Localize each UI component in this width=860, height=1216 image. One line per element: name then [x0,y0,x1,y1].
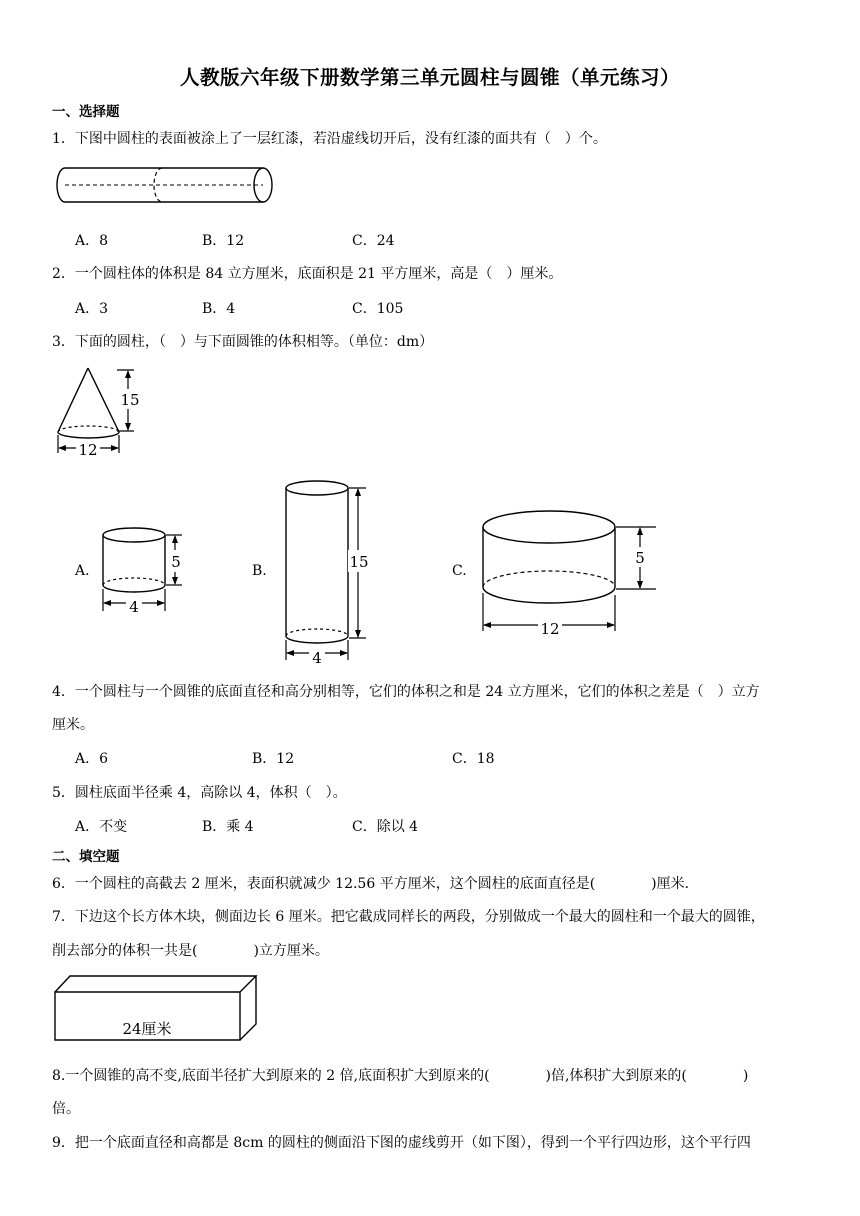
question-9-text: 9．把一个底面直径和高都是 8cm 的圆柱的侧面沿下图的虚线剪开（如下图），得到一个平行四边形，这个平行四 [52,1135,751,1151]
section-heading-fill: 二、填空题 [52,849,120,865]
q5-option-a: A．不变 [75,819,128,835]
q1-option-b: B．12 [202,233,245,249]
question-7-line-2: 削去部分的体积一共是( )立方厘米。 [52,943,329,959]
cone-diameter-label: 12 [78,441,98,459]
q5-option-c: C．除以 4 [352,819,419,835]
question-2-text: 2．一个圆柱体的体积是 84 立方厘米，底面积是 21 平方厘米，高是（ ）厘米。 [52,266,563,282]
question-4-line-2: 厘米。 [52,717,94,733]
cyl-c-height-label: 5 [635,549,645,567]
q4-option-c: C．18 [452,751,495,767]
cyl-a-diameter-label: 4 [129,598,139,616]
q3-cylinder-b-figure [282,478,372,668]
q2-option-a: A．3 [75,301,109,317]
cone-height-label: 15 [120,391,140,409]
q2-option-b: B．4 [202,301,236,317]
cyl-a-height-label: 5 [171,553,181,571]
q3-cylinder-c-figure [478,505,663,637]
question-4-line-1: 4．一个圆柱与一个圆锥的底面直径和高分别相等，它们的体积之和是 24 立方厘米，它们的体积之差是（ ）立方 [52,684,760,700]
cyl-c-diameter-label: 12 [540,620,560,638]
question-6-text: 6．一个圆柱的高截去 2 厘米，表面积就减少 12.56 平方厘米，这个圆柱的底面直径是( )厘米． [52,876,699,892]
q2-option-c: C．105 [352,301,404,317]
cuboid-length-label: 24厘米 [122,1020,172,1038]
section-heading-choice: 一、选择题 [52,104,120,120]
q5-option-b: B．乘 4 [202,819,254,835]
cyl-b-height-label: 15 [349,553,369,571]
q3-cylinder-a-figure [100,525,190,617]
cyl-b-diameter-label: 4 [312,649,322,667]
q4-option-b: B．12 [252,751,295,767]
q4-option-a: A．6 [75,751,109,767]
question-1-text: 1．下图中圆柱的表面被涂上了一层红漆，若沿虚线切开后，没有红漆的面共有（ ）个。 [52,131,607,147]
page-title: 人教版六年级下册数学第三单元圆柱与圆锥（单元练习） [179,66,680,89]
question-8-line-1: 8.一个圆锥的高不变,底面半径扩大到原来的 2 倍,底面积扩大到原来的( )倍,体积扩大到原来的( ) [52,1068,749,1084]
question-8-line-2: 倍。 [52,1101,80,1117]
q3-option-b-label: B. [252,563,267,579]
q3-option-c-label: C. [452,563,467,579]
question-3-text: 3．下面的圆柱，（ ）与下面圆锥的体积相等。（单位：dm） [52,334,434,350]
q1-option-c: C．24 [352,233,395,249]
q1-option-a: A．8 [75,233,109,249]
question-7-line-1: 7．下边这个长方体木块，侧面边长 6 厘米。把它截成同样长的两段，分别做成一个最大的圆柱和一个最大的圆锥， [52,909,765,925]
q7-cuboid-figure [50,972,265,1047]
q1-cylinder-figure [50,160,285,210]
question-5-text: 5．圆柱底面半径乘 4，高除以 4，体积（ ）。 [52,785,347,801]
q3-cone-figure [50,365,150,460]
q3-option-a-label: A. [75,563,90,579]
